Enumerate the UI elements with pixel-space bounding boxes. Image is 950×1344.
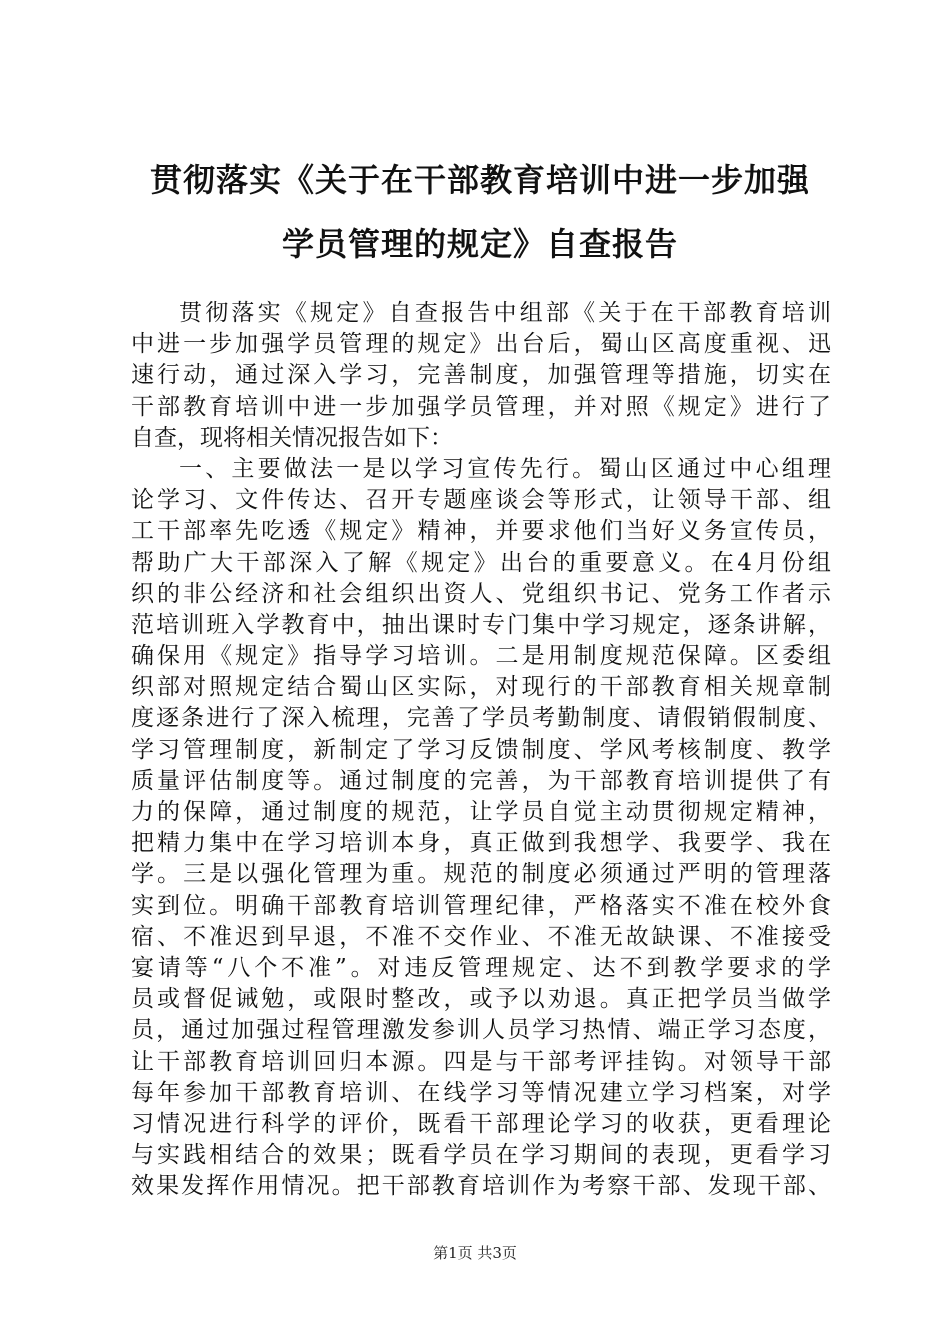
- text-line: 范培训班入学教育中，抽出课时专门集中学习规定，逐条讲解，: [131, 611, 831, 638]
- paragraph: [131, 454, 831, 1203]
- text-line: 每年参加干部教育培训、在线学习等情况建立学习档案，对学: [131, 1079, 831, 1106]
- text-line: 学。三是以强化管理为重。规范的制度必须通过严明的管理落: [131, 861, 831, 888]
- text-line: 与实践相结合的效果；既看学员在学习期间的表现，更看学习: [131, 1142, 831, 1169]
- text-line: 让干部教育培训回归本源。四是与干部考评挂钩。对领导干部: [131, 1048, 831, 1075]
- document-title-line-1: 贯彻落实《关于在干部教育培训中进一步加强: [149, 161, 810, 199]
- text-line: 实到位。明确干部教育培训管理纪律，严格落实不准在校外食: [131, 892, 831, 919]
- text-line: 力的保障，通过制度的规范，让学员自觉主动贯彻规定精神，: [131, 799, 831, 825]
- text-line: 速行动，通过深入学习，完善制度，加强管理等措施，切实在: [131, 362, 831, 389]
- text-line: 一、主要做法一是以学习宣传先行。蜀山区通过中心组理: [179, 455, 831, 482]
- text-line: 宴请等“八个不准”。对违反管理规定、达不到教学要求的学: [131, 954, 831, 981]
- text-line: 把精力集中在学习培训本身，真正做到我想学、我要学、我在: [131, 830, 831, 857]
- text-line: 员或督促诫勉，或限时整改，或予以劝退。真正把学员当做学: [131, 986, 831, 1013]
- paragraph: [131, 298, 831, 454]
- text-line: 确保用《规定》指导学习培训。二是用制度规范保障。区委组: [131, 643, 831, 670]
- text-line: 员，通过加强过程管理激发参训人员学习热情、端正学习态度，: [131, 1017, 831, 1044]
- text-line: 效果发挥作用情况。把干部教育培训作为考察干部、发现干部、: [131, 1173, 831, 1200]
- text-line: 学习管理制度，新制定了学习反馈制度、学风考核制度、教学: [131, 736, 831, 763]
- text-line: 中进一步加强学员管理的规定》出台后，蜀山区高度重视、迅: [131, 331, 831, 358]
- text-line: 宿、不准迟到早退，不准不交作业、不准无故缺课、不准接受: [131, 923, 831, 950]
- text-line: 帮助广大干部深入了解《规定》出台的重要意义。在4月份组: [131, 549, 831, 576]
- text-line: 度逐条进行了深入梳理，完善了学员考勤制度、请假销假制度、: [131, 705, 831, 732]
- text-line: 织部对照规定结合蜀山区实际，对现行的干部教育相关规章制: [131, 674, 831, 701]
- page-footer: 第1页 共3页: [433, 1244, 517, 1262]
- text-line: 论学习、文件传达、召开专题座谈会等形式，让领导干部、组: [131, 487, 831, 514]
- text-line: 贯彻落实《规定》自查报告中组部《关于在干部教育培训: [179, 300, 831, 326]
- text-line: 习情况进行科学的评价，既看干部理论学习的收获，更看理论: [131, 1110, 831, 1137]
- text-line: 自查，现将相关情况报告如下：: [131, 424, 453, 451]
- text-line: 质量评估制度等。通过制度的完善，为干部教育培训提供了有: [131, 767, 831, 794]
- text-line: 工干部率先吃透《规定》精神，并要求他们当好义务宣传员，: [131, 518, 831, 545]
- text-line: 织的非公经济和社会组织出资人、党组织书记、党务工作者示: [131, 580, 831, 607]
- document-title-line-2: 学员管理的规定》自查报告: [281, 225, 678, 263]
- document-body: [131, 298, 831, 1202]
- text-line: 干部教育培训中进一步加强学员管理，并对照《规定》进行了: [131, 393, 831, 420]
